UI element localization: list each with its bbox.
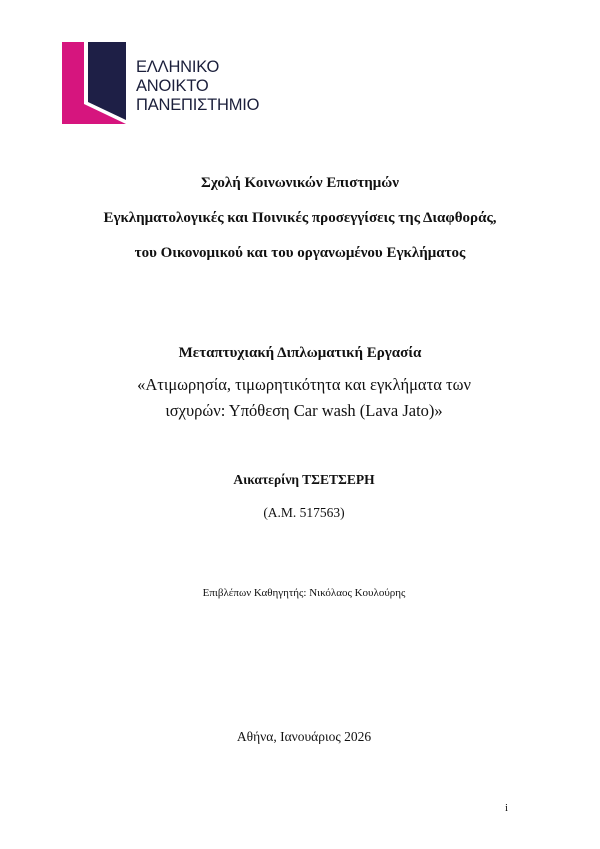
page-number: i <box>505 802 509 814</box>
logo-line-2: ΑΝΟΙΚΤΟ <box>136 77 209 95</box>
thesis-title-line-2: ισχυρών: Υπόθεση Car wash (Lava Jato)» <box>165 401 443 420</box>
logo-line-3: ΠΑΝΕΠΙΣΤΗΜΙΟ <box>136 96 260 114</box>
thesis-title-line-1: «Ατιμωρησία, τιμωρητικότητα και εγκλήματα των <box>137 375 471 394</box>
author-registration-number: (Α.Μ. 517563) <box>263 505 345 520</box>
university-logo <box>62 42 262 124</box>
program-title-line-2: του Οικονομικού και του οργανωμένου Εγκλήματος <box>134 245 466 261</box>
place-and-date: Αθήνα, Ιανουάριος 2026 <box>236 729 372 744</box>
supervisor: Επιβλέπων Καθηγητής: Νικόλαος Κουλούρης <box>202 587 406 599</box>
university-logo-text <box>136 58 259 115</box>
university-logo-icon <box>62 42 126 124</box>
school-name: Σχολή Κοινωνικών Επιστημών <box>201 175 399 191</box>
logo-line-1: ΕΛΛΗΝΙΚΟ <box>136 58 220 76</box>
author-name: Αικατερίνη ΤΣΕΤΣΕΡΗ <box>233 472 375 487</box>
thesis-type: Μεταπτυχιακή Διπλωματική Εργασία <box>178 345 422 361</box>
program-title-line-1: Εγκληματολογικές και Ποινικές προσεγγίσεις της Διαφθοράς, <box>103 210 497 226</box>
